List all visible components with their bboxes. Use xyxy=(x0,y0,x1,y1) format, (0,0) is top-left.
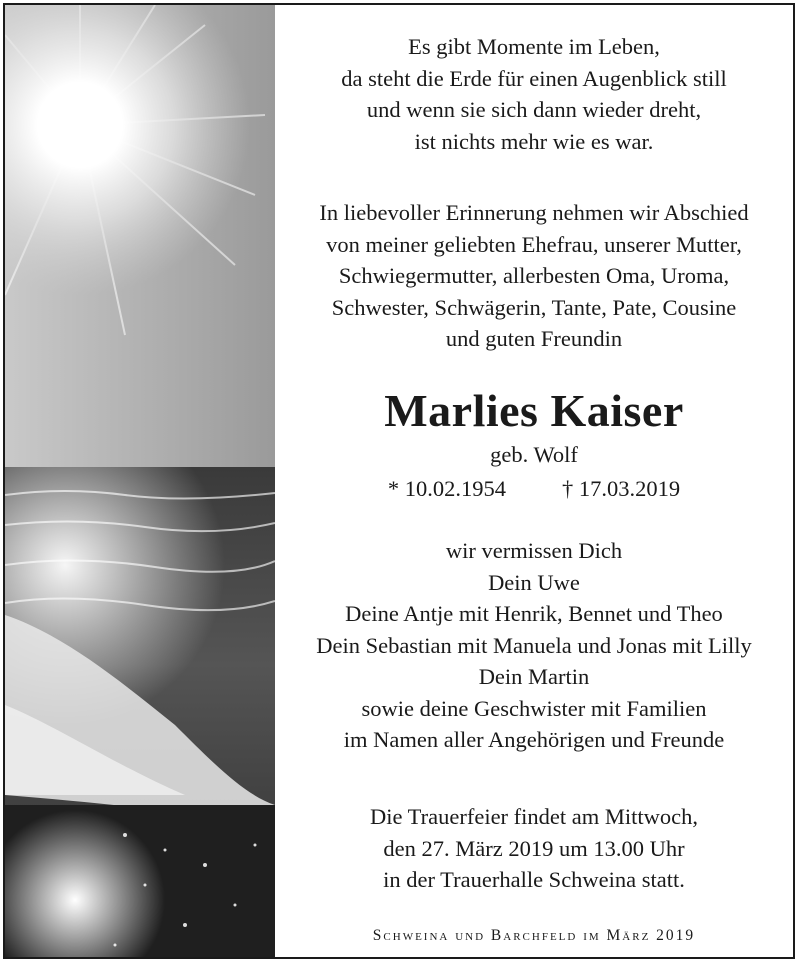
intro-line: und guten Freundin xyxy=(445,326,623,351)
mourners-block xyxy=(275,535,793,756)
mourner-line: Dein Sebastian mit Manuela und Jonas mit Lilly xyxy=(316,632,752,658)
mourner-line: Dein Martin xyxy=(478,664,590,689)
quote-line: und wenn sie sich dann wieder dreht, xyxy=(366,97,702,122)
mourner-line: sowie deine Geschwister mit Familien xyxy=(361,695,707,721)
quote-block xyxy=(275,31,793,157)
mourner-line: Deine Antje mit Henrik, Bennet und Theo xyxy=(345,601,723,626)
obituary-text xyxy=(275,5,793,957)
intro-line: Schwiegermutter, allerbesten Oma, Uroma, xyxy=(338,263,730,288)
service-line: in der Trauerhalle Schweina statt. xyxy=(383,867,685,892)
place-and-date-footer: Schweina und Barchfeld im März 2019 xyxy=(372,927,696,944)
quote-line: da steht die Erde für einen Augenblick still xyxy=(341,65,727,91)
sun-over-sea-image xyxy=(5,5,275,957)
intro-line: von meiner geliebten Ehefrau, unserer Mutter, xyxy=(326,231,742,257)
death-date: † 17.03.2019 xyxy=(562,476,681,501)
service-block xyxy=(275,801,793,896)
mourner-line: wir vermissen Dich xyxy=(445,538,623,563)
intro-line: Schwester, Schwägerin, Tante, Pate, Cousine xyxy=(331,294,737,320)
quote-line: Es gibt Momente im Leben, xyxy=(408,34,660,59)
birth-date: * 10.02.1954 xyxy=(387,476,506,501)
service-line: Die Trauerfeier findet am Mittwoch, xyxy=(369,804,699,829)
obituary-card xyxy=(3,3,795,959)
deceased-name: Marlies Kaiser xyxy=(384,385,684,436)
mourner-line: Dein Uwe xyxy=(488,569,580,595)
service-line: den 27. März 2019 um 13.00 Uhr xyxy=(383,835,685,861)
mourner-line: im Namen aller Angehörigen und Freunde xyxy=(343,727,725,752)
intro-block xyxy=(275,197,793,355)
quote-line: ist nichts mehr wie es war. xyxy=(414,128,654,154)
intro-line: In liebevoller Erinnerung nehmen wir Abschied xyxy=(319,200,749,225)
birth-name: geb. Wolf xyxy=(490,442,578,467)
life-dates xyxy=(275,475,793,503)
sun-over-sea-photo xyxy=(5,5,275,957)
